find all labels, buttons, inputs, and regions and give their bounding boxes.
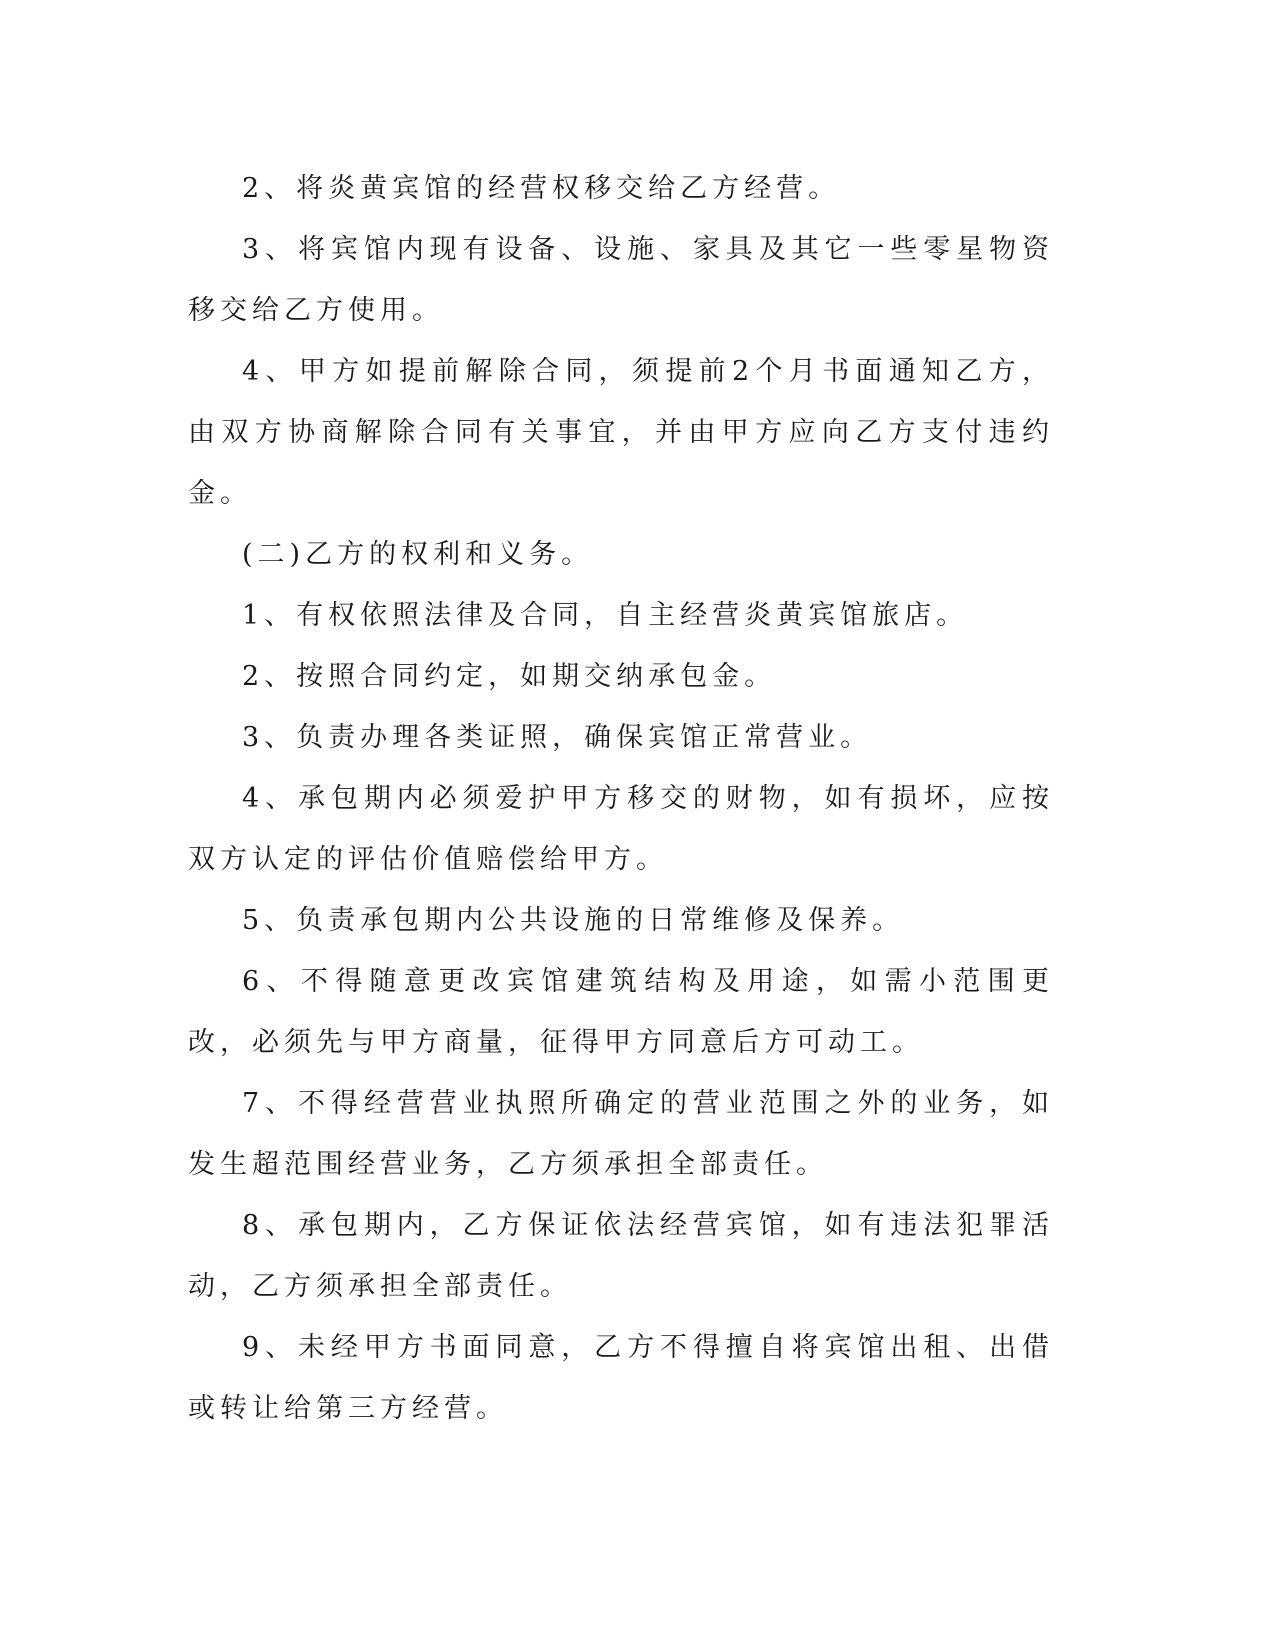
paragraph: 5、负责承包期内公共设施的日常维修及保养。 (242, 905, 905, 936)
paragraph: 4、甲方如提前解除合同，须提前2个月书面通知乙方，由双方协商解除合同有关事宜，并由甲方应向乙方支付违约金。 (188, 356, 1054, 509)
paragraph: 2、按照合同约定，如期交纳承包金。 (242, 661, 777, 692)
paragraph: 3、负责办理各类证照，确保宾馆正常营业。 (242, 722, 873, 753)
paragraph: 8、承包期内，乙方保证依法经营宾馆，如有违法犯罪活动，乙方须承担全部责任。 (188, 1210, 1054, 1302)
paragraph: 1、有权依照法律及合同，自主经营炎黄宾馆旅店。 (242, 600, 969, 631)
paragraph: 3、将宾馆内现有设备、设施、家具及其它一些零星物资移交给乙方使用。 (188, 234, 1054, 326)
document-body (188, 158, 1054, 1439)
paragraph: 4、承包期内必须爱护甲方移交的财物，如有损坏，应按双方认定的评估价值赔偿给甲方。 (188, 783, 1054, 875)
paragraph: 2、将炎黄宾馆的经营权移交给乙方经营。 (242, 173, 841, 204)
section-heading: (二)乙方的权利和义务。 (242, 539, 594, 570)
paragraph: 6、不得随意更改宾馆建筑结构及用途，如需小范围更改，必须先与甲方商量，征得甲方同意后方可动工。 (188, 966, 1054, 1058)
paragraph: 9、未经甲方书面同意，乙方不得擅自将宾馆出租、出借或转让给第三方经营。 (188, 1332, 1054, 1424)
paragraph: 7、不得经营营业执照所确定的营业范围之外的业务，如发生超范围经营业务，乙方须承担全部责任。 (188, 1088, 1054, 1180)
